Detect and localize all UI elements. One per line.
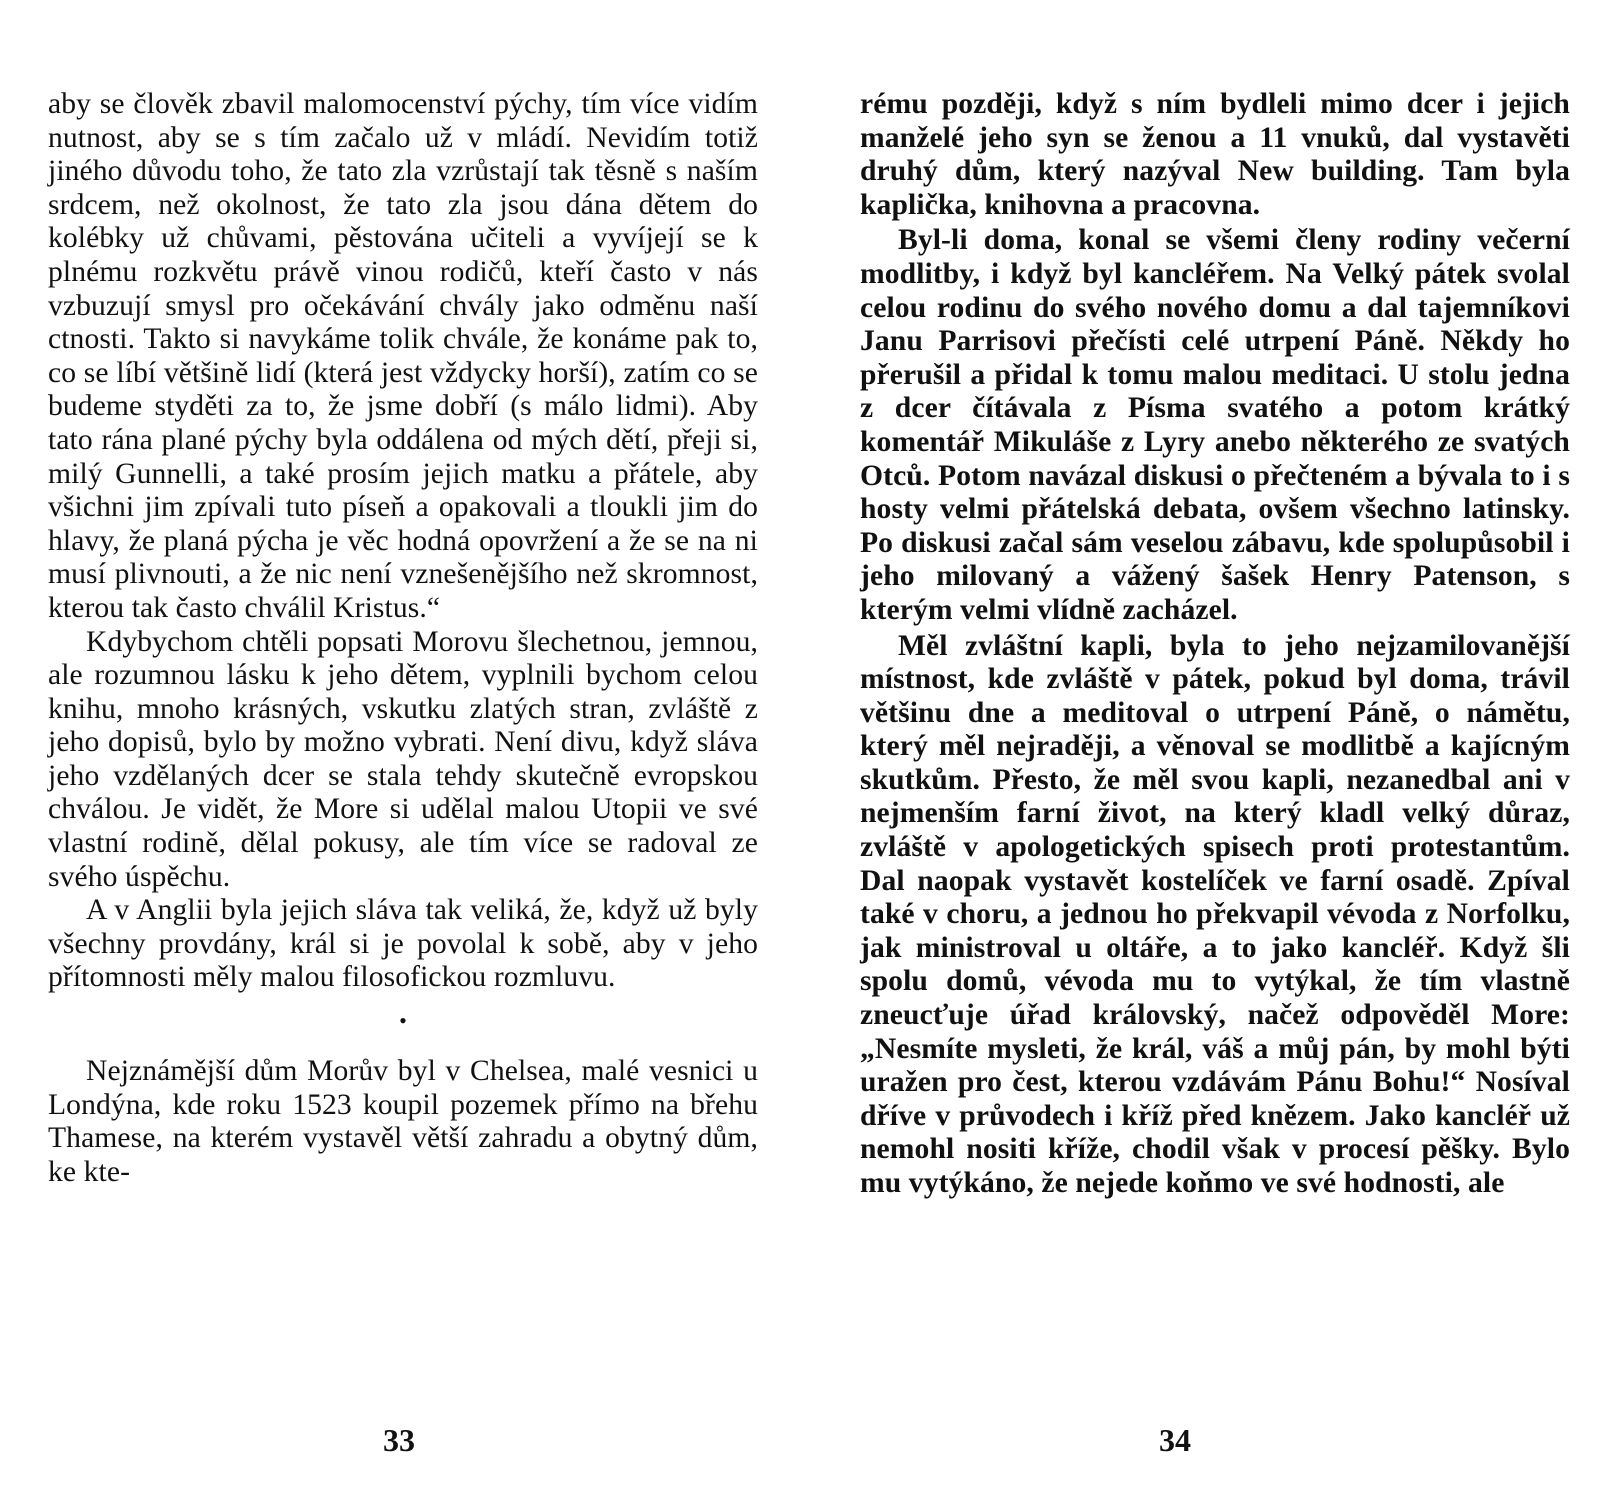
right-paragraph-3: Měl zvláštní kapli, byla to jeho nejzamilovanější místnost, kde zvláště v pátek, pokud byl doma, trávil většinu dne a meditoval o utrpení Páně, o námětu, který měl nejraději, a věnoval se modlitbě a kajícným skutkům. Přesto, že měl svou kapli, nezanedbal ani v nejmenším farní život, na který kladl velký důraz, zvláště v apologetických spisech proti protestantům. Dal naopak vystavět kostelíček ve farní osadě. Zpíval také v choru, a jednou ho překvapil vévoda z Norfolku, jak ministroval u oltáře, a to jako kancléř. Když šli spolu domů, vévoda mu to vytýkal, že tím vlastně zneucťuje úřad královský, načež odpověděl More: „Nesmíte mysleti, že král, váš a můj pán, by mohl býti uražen pro čest, kterou vzdávám Pánu Bohu!“ Nosíval dříve v průvodech i kříž před knězem. Jako kancléř už nemohl nositi kříže, chodil však v procesí pěšky. Bylo mu vytýkáno, že nejede koňmo ve své hodnosti, ale bbox=[860, 629, 1570, 1199]
right-page bbox=[860, 88, 1570, 1480]
right-page-body bbox=[860, 88, 1570, 1201]
left-page bbox=[48, 88, 758, 1480]
left-page-body bbox=[48, 88, 758, 1189]
page-number-left: 33 bbox=[383, 1422, 415, 1458]
page-number-right: 34 bbox=[1159, 1422, 1191, 1458]
right-paragraph-1: rému později, když s ním bydleli mimo dcer i jejich manželé jeho syn se ženou a 11 vnuků, dal vystavěti druhý dům, který nazýval New building. Tam byla kaplička, knihovna a pracovna. bbox=[860, 88, 1570, 221]
left-paragraph-2: Kdybychom chtěli popsati Morovu šlechetnou, jemnou, ale rozumnou lásku k jeho dětem, vyplnili bychom celou knihu, mnoho krásných, vskutku zlatých stran, zvláště z jeho dopisů, bylo by možno vybrati. Není divu, když sláva jeho vzdělaných dcer se stala tehdy skutečně evropskou chválou. Je vidět, že More si udělal malou Utopii ve své vlastní rodině, dělal pokusy, ale tím více se radoval ze svého úspěchu. bbox=[48, 625, 758, 893]
right-paragraph-2: Byl-li doma, konal se všemi členy rodiny večerní modlitby, i když byl kancléřem. Na Velký pátek svolal celou rodinu do svého nového domu a dal tajemníkovi Janu Parrisovi přečísti celé utrpení Páně. Někdy ho přerušil a přidal k tomu malou meditaci. U stolu jedna z dcer čítávala z Písma svatého a potom krátký komentář Mikuláše z Lyry anebo některého ze svatých Otců. Potom navázal diskusi o přečteném a bývala to i s hosty velmi přátelská debata, ovšem všechno latinsky. Po diskusi začal sám veselou zábavu, kde spolupůsobil i jeho milovaný a vážený šašek Henry Patenson, s kterým velmi vlídně zacházel. bbox=[860, 224, 1570, 626]
left-paragraph-closing: Nejznámější dům Morův byl v Chelsea, malé vesnici u Londýna, kde roku 1523 koupil pozemek přímo na břehu Thamese, na kterém vystavěl větší zahradu a obytný dům, ke kte- bbox=[48, 1055, 758, 1188]
section-separator: • bbox=[399, 1008, 407, 1034]
left-paragraph-3: A v Anglii byla jejich sláva tak veliká, že, když už byly všechny provdány, král si je povolal k sobě, aby v jeho přítomnosti měly malou filosofickou rozmluvu. bbox=[48, 894, 758, 994]
left-paragraph-1: aby se člověk zbavil malomocenství pýchy, tím více vidím nutnost, aby se s tím začalo už v mládí. Nevidím totiž jiného důvodu toho, že tato zla vzrůstají tak těsně s naším srdcem, než okolnost, že tato zla jsou dána dětem do kolébky už chůvami, pěstována učiteli a vyvíjejí se k plnému rozkvětu právě vinou rodičů, kteří často v nás vzbuzují smysl pro očekávání chvály jako odměnu naší ctnosti. Takto si navykáme tolik chvále, že konáme pak to, co se líbí většině lidí (která jest vždycky horší), zatím co se budeme styděti za to, že jsme dobří (s málo lidmi). Aby tato rána plané pýchy byla oddálena od mých dětí, přeji si, milý Gunnelli, a také prosím jejich matku a přátele, aby všichni jim zpívali tuto píseň a opakovali a tloukli jim do hlavy, že planá pýcha je věc hodná opovržení a že se na ni musí plivnouti, a že nic není vznešenějšího než skromnost, kterou tak často chválil Kristus.“ bbox=[48, 88, 758, 624]
